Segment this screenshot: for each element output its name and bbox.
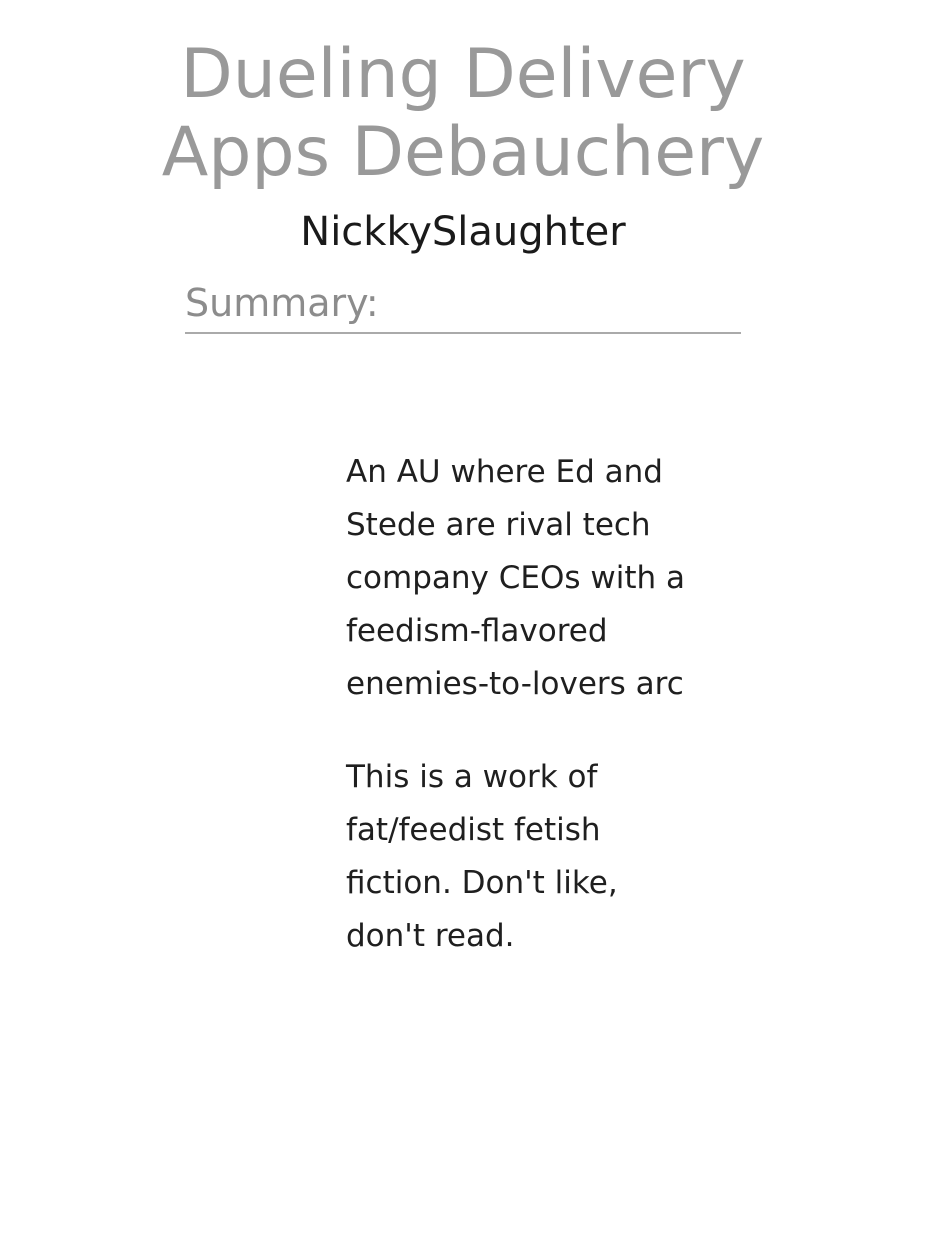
summary-body [240,446,686,963]
summary-section [185,280,741,334]
summary-paragraph-1: An AU where Ed and Stede are rival tech company CEOs with a feedism-flavored enemies-to-lovers arc [346,454,685,702]
summary-heading: Summary: [185,280,741,334]
page-title: Dueling Delivery Apps Debauchery [161,35,765,192]
author-byline[interactable]: NickkySlaughter [300,209,626,255]
summary-paragraph-2: This is a work of fat/feedist fetish fiction. Don't like, don't read. [346,759,618,954]
